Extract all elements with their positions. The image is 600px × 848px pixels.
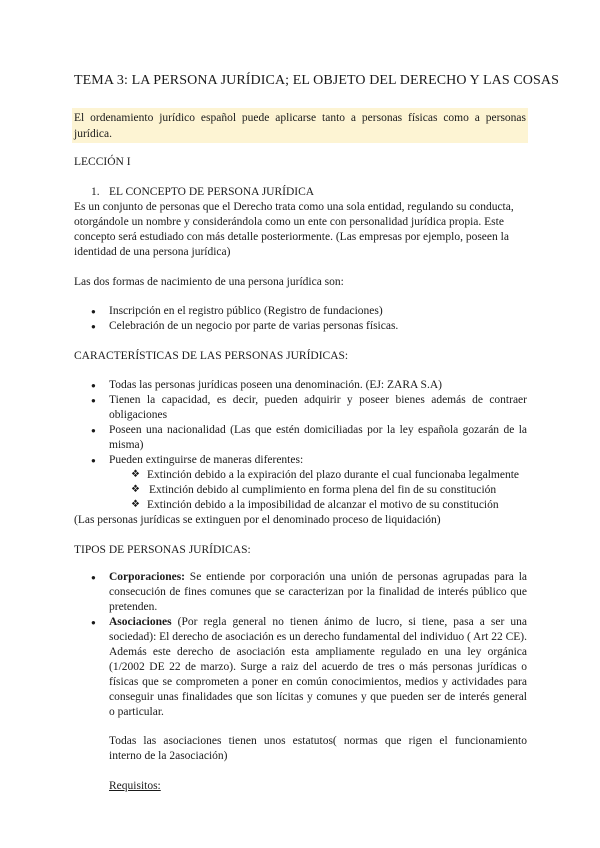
bullet-icon: ● — [91, 396, 96, 405]
corporaciones-term: Corporaciones: — [109, 571, 186, 583]
bullet-icon: ● — [91, 573, 96, 582]
corporaciones-line: pretenden. — [109, 601, 158, 613]
list-item-continuation: misma) — [109, 439, 144, 451]
sub-list-item: Extinción debido al cumplimiento en forma plena del fin de su constitución — [149, 484, 497, 496]
leccion-label: LECCIÓN I — [74, 156, 131, 168]
asociaciones-term: Asociaciones — [109, 616, 172, 628]
concept-line: Es un conjunto de personas que el Derecho trata como una sola entidad, regulando su conducta, — [74, 201, 514, 213]
concept-line: identidad de una persona jurídica) — [74, 246, 231, 258]
list-item: Todas las personas jurídicas poseen una denominación. (EJ: ZARA S.A) — [109, 379, 442, 391]
asociaciones-line: Además este derecho de asociación esta ampliamente regulado en una ley orgánica — [109, 646, 527, 658]
diamond-bullet-icon: ❖ — [131, 469, 140, 480]
nacimiento-intro: Las dos formas de nacimiento de una persona jurídica son: — [74, 276, 344, 288]
asociaciones-line: sociedad): El derecho de asociación es un derecho fundamental del individuo ( Art 22 CE). — [109, 631, 528, 643]
tipos-heading: TIPOS DE PERSONAS JURÍDICAS: — [74, 544, 251, 556]
asociaciones-line: conseguir unas finalidades que son lícitas y comunes y que pueden ser de interés general — [109, 691, 527, 703]
bullet-icon: ● — [91, 456, 96, 465]
highlight-text: El ordenamiento jurídico español puede aplicarse tanto a personas físicas como a personas jurídica. — [74, 112, 526, 140]
diamond-bullet-icon: ❖ — [131, 484, 140, 495]
diamond-bullet-icon: ❖ — [131, 499, 140, 510]
bullet-icon: ● — [91, 307, 96, 316]
bullet-icon: ● — [91, 618, 96, 627]
estatutos-line: interno de la 2asociación) — [109, 750, 228, 762]
bullet-icon: ● — [91, 381, 96, 390]
requisitos-heading: Requisitos: — [109, 780, 161, 792]
list-item-continuation: obligaciones — [109, 409, 168, 421]
bullet-icon: ● — [91, 426, 96, 435]
concept-line: otorgándole un nombre y considerándola como un ente con personalidad jurídica propia. Este — [74, 216, 504, 228]
sub-list-item: Extinción debido a la imposibilidad de alcanzar el motivo de su constitución — [147, 499, 499, 511]
sub-list-item: Extinción debido a la expiración del plazo durante el cual funcionaba legalmente — [147, 469, 519, 481]
corporaciones-line: consecución de fines comunes que se caracterizan por la finalidad de interés público que — [109, 586, 527, 598]
asociaciones-line — [109, 614, 527, 630]
list-item: Poseen una nacionalidad (Las que estén domiciliadas por la ley española gozarán de la — [109, 424, 527, 436]
concept-line: concepto será estudiado con más detalle posteriormente. (Las empresas por ejemplo, poseen la — [74, 231, 509, 243]
asociaciones-line: (1/2002 DE 22 de marzo). Surge a raiz del acuerdo de tres o más personas jurídicas o — [109, 661, 527, 673]
section-number: 1. — [91, 186, 100, 198]
estatutos-line: Todas las asociaciones tienen unos estatutos( normas que rigen el funcionamiento — [109, 735, 527, 747]
list-item: Inscripción en el registro público (Registro de fundaciones) — [109, 305, 383, 317]
asociaciones-text: (Por regla general no tienen ánimo de lucro, si tiene, pasa a ser una — [171, 616, 527, 628]
liquidacion-note: (Las personas jurídicas se extinguen por el denominado proceso de liquidación) — [74, 514, 441, 526]
list-item: Pueden extinguirse de maneras diferentes: — [109, 454, 304, 466]
caracteristicas-heading: CARACTERÍSTICAS DE LAS PERSONAS JURÍDICAS: — [74, 350, 349, 362]
corporaciones-text: Se entiende por corporación una unión de personas agrupadas para la — [185, 571, 527, 583]
section-heading: EL CONCEPTO DE PERSONA JURÍDICA — [109, 186, 315, 198]
list-item: Tienen la capacidad, es decir, pueden adquirir y poseer bienes además de contraer — [109, 394, 527, 406]
list-item: Celebración de un negocio por parte de varias personas físicas. — [109, 320, 399, 332]
asociaciones-line: o particular. — [109, 706, 164, 718]
page-title: TEMA 3: LA PERSONA JURÍDICA; EL OBJETO DEL DERECHO Y LAS COSAS — [74, 73, 559, 88]
corporaciones-line — [109, 569, 527, 585]
asociaciones-line: físicas que se comprometen a poner en común conocimientos, medios y actividades para — [109, 676, 527, 688]
bullet-icon: ● — [91, 322, 96, 331]
